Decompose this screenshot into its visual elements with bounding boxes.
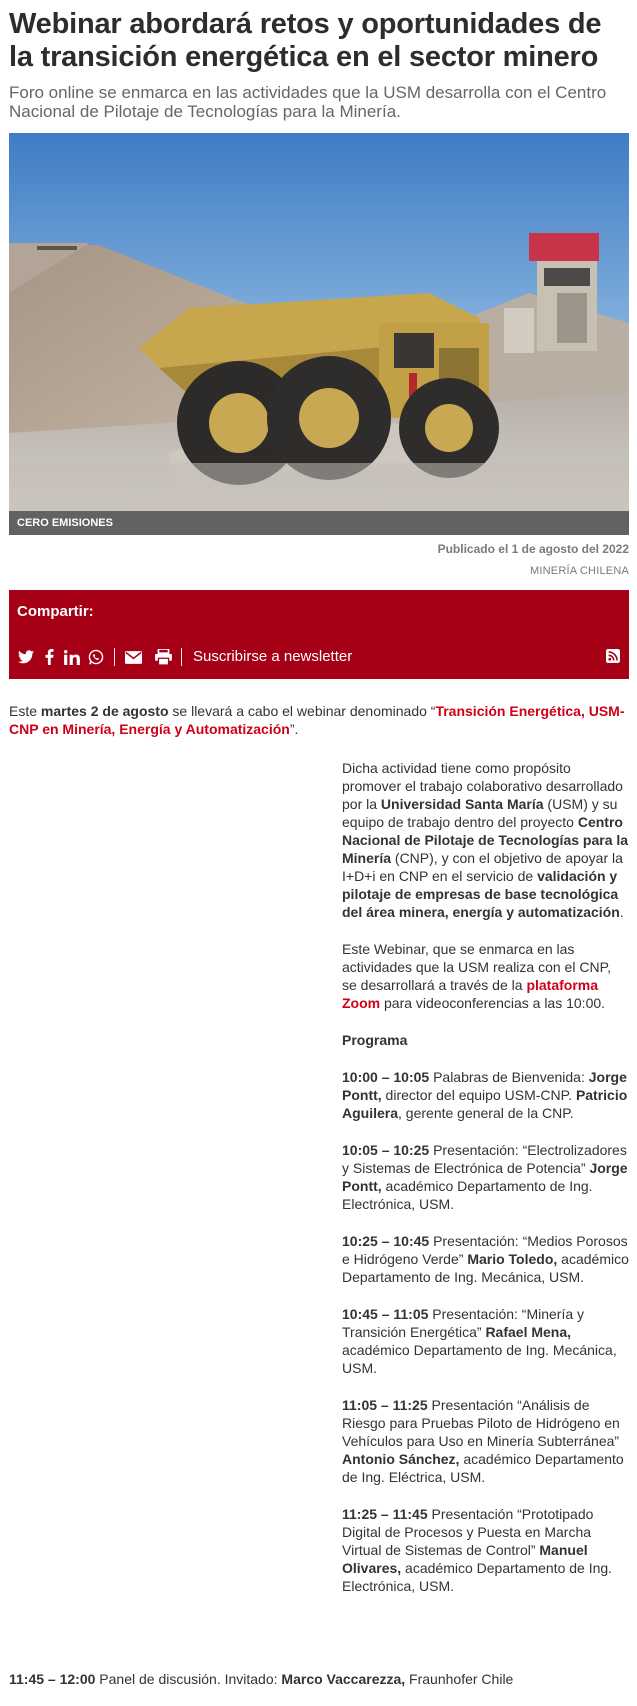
email-icon[interactable] — [124, 648, 142, 666]
twitter-icon[interactable] — [17, 648, 35, 666]
article-title: Webinar abordará retos y oportunidades de la transición energética en el sector minero — [9, 8, 602, 73]
hero-image — [9, 133, 629, 535]
program-item: 10:25 – 10:45 Presentación: “Medios Porosos e Hidrógeno Verde” Mario Toledo, académico Departamento de Ing. Mecánica, USM. — [342, 1233, 629, 1285]
print-icon[interactable] — [154, 648, 172, 666]
body-paragraph: Este Webinar, que se enmarca en las actividades que la USM realiza con el CNP, se desarrollará a través de la plataforma Zoom para videoconferencias a las 10:00. — [342, 941, 611, 1011]
program-item: 10:00 – 10:05 Palabras de Bienvenida: Jorge Pontt, director del equipo USM-CNP. Patricio Aguilera, gerente general de la CNP. — [342, 1069, 628, 1121]
article-meta — [438, 542, 629, 578]
article-subtitle: Foro online se enmarca en las actividades que la USM desarrolla con el Centro Nacional de Pilotaje de Tecnologías para la Minería. — [9, 83, 607, 121]
divider — [114, 648, 115, 666]
program-item: 10:05 – 10:25 Presentación: “Electrolizadores y Sistemas de Electrónica de Potencia” Jorge Pontt, académico Departamento de Ing. Electrónica, USM. — [342, 1142, 628, 1212]
webinar-link[interactable]: Transición Energética, USM-CNP en Minería, Energía y Automatización — [9, 703, 625, 737]
share-label: Compartir: — [17, 603, 94, 620]
divider — [181, 648, 182, 666]
facebook-icon[interactable] — [41, 648, 57, 666]
source-label: MINERÍA CHILENA — [530, 565, 629, 577]
newsletter-link[interactable]: Suscribirse a newsletter — [193, 648, 353, 665]
whatsapp-icon[interactable] — [87, 648, 105, 666]
image-caption: CERO EMISIONES — [9, 511, 629, 535]
publish-date: Publicado el 1 de agosto del 2022 — [437, 542, 629, 556]
mining-truck-photo — [9, 133, 629, 535]
body-paragraph: Dicha actividad tiene como propósito promover el trabajo colaborativo desarrollado por la Universidad Santa María (USM) y su equipo de trabajo dentro del proyecto Centro Nacional de Pilotaje de Tecnologías para la Minería (CNP), y con el objetivo de apoyar la I+D+i en CNP en el servicio de validación y pilotaje de empresas de base tecnológica del área minera, energía y automatización. — [342, 760, 629, 920]
linkedin-icon[interactable] — [63, 648, 81, 666]
intro-paragraph: Este martes 2 de agosto se llevará a cabo el webinar denominado “Transición Energética, USM-CNP en Minería, Energía y Automatización”. — [9, 703, 625, 737]
article — [9, 0, 629, 1687]
program-heading: Programa — [342, 1032, 408, 1048]
share-bar — [9, 590, 629, 679]
rss-icon[interactable] — [606, 649, 620, 668]
program-item: 11:25 – 11:45 Presentación “Prototipado Digital de Procesos y Puesta en Marcha Virtual de Sistemas de Control” Manuel Olivares, académico Departamento de Ing. Electrónica, USM. — [342, 1506, 613, 1594]
zoom-link[interactable]: plataforma Zoom — [342, 977, 599, 1011]
program-item: 11:05 – 11:25 Presentación “Análisis de Riesgo para Pruebas Piloto de Hidrógeno en Vehículos para Uso en Minería Subterránea” Antonio Sánchez, académico Departamento de Ing. Eléctrica, USM. — [342, 1397, 624, 1485]
share-icons — [17, 648, 352, 666]
program-item: 10:45 – 11:05 Presentación: “Minería y Transición Energética” Rafael Mena, académico Departamento de Ing. Mecánica, USM. — [342, 1306, 617, 1376]
article-body-column — [342, 759, 629, 1614]
program-item-panel: 11:45 – 12:00 Panel de discusión. Invitado: Marco Vaccarezza, Fraunhofer Chile — [9, 1671, 514, 1687]
